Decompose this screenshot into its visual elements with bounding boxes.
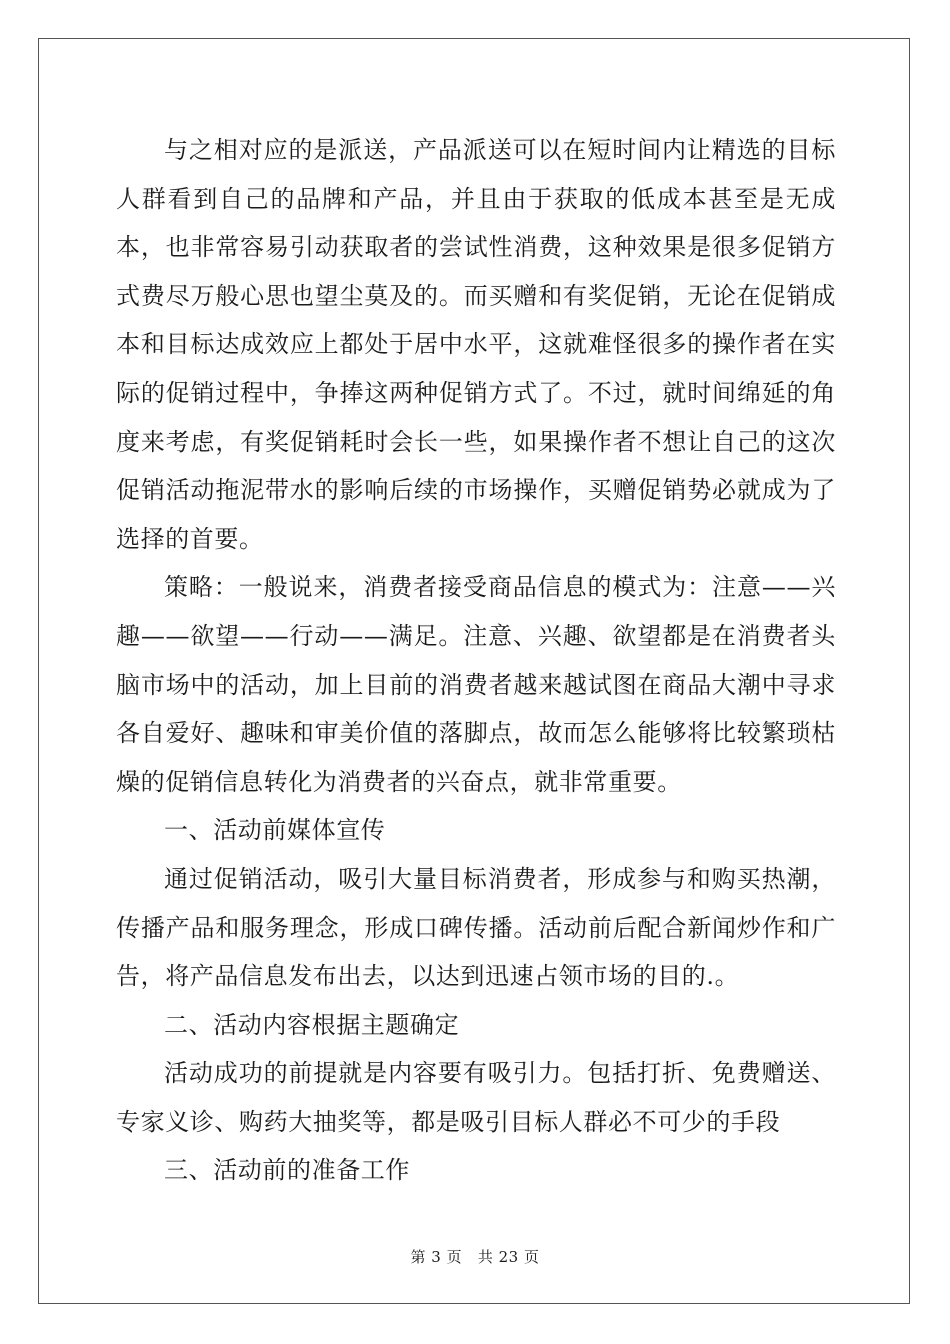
paragraph-1: 与之相对应的是派送，产品派送可以在短时间内让精选的目标人群看到自己的品牌和产品，并且由于获取的低成本甚至是无成本，也非常容易引动获取者的尝试性消费，这种效果是很多促销方式费尽万般心思也望尘莫及的。而买赠和有奖促销，无论在促销成本和目标达成效应上都处于居中水平，这就难怪很多的操作者在实际的促销过程中，争捧这两种促销方式了。不过，就时间绵延的角度来考虑，有奖促销耗时会长一些，如果操作者不想让自己的这次促销活动拖泥带水的影响后续的市场操作，买赠促销势必就成为了选择的首要。 — [116, 136, 836, 553]
section-heading-2: 二、活动内容根据主题确定 — [164, 1010, 460, 1039]
page-number-footer: 第 3 页 共 23 页 — [410, 1248, 540, 1266]
paragraph-3: 通过促销活动，吸引大量目标消费者，形成参与和购买热潮，传播产品和服务理念，形成口碑传播。活动前后配合新闻炒作和广告，将产品信息发布出去，以达到迅速占领市场的目的.。 — [116, 864, 836, 991]
paragraph-2: 策略：一般说来，消费者接受商品信息的模式为：注意——兴趣——欲望——行动——满足。注意、兴趣、欲望都是在消费者头脑市场中的活动，加上目前的消费者越来越试图在商品大潮中寻求各自爱好、趣味和审美价值的落脚点，故而怎么能够将比较繁琐枯燥的促销信息转化为消费者的兴奋点，就非常重要。 — [116, 573, 836, 796]
paragraph-4: 活动成功的前提就是内容要有吸引力。包括打折、免费赠送、专家义诊、购药大抽奖等，都是吸引目标人群必不可少的手段 — [116, 1059, 836, 1136]
document-body — [116, 126, 836, 1195]
section-heading-3: 三、活动前的准备工作 — [164, 1156, 410, 1185]
section-heading-1: 一、活动前媒体宣传 — [164, 816, 386, 845]
